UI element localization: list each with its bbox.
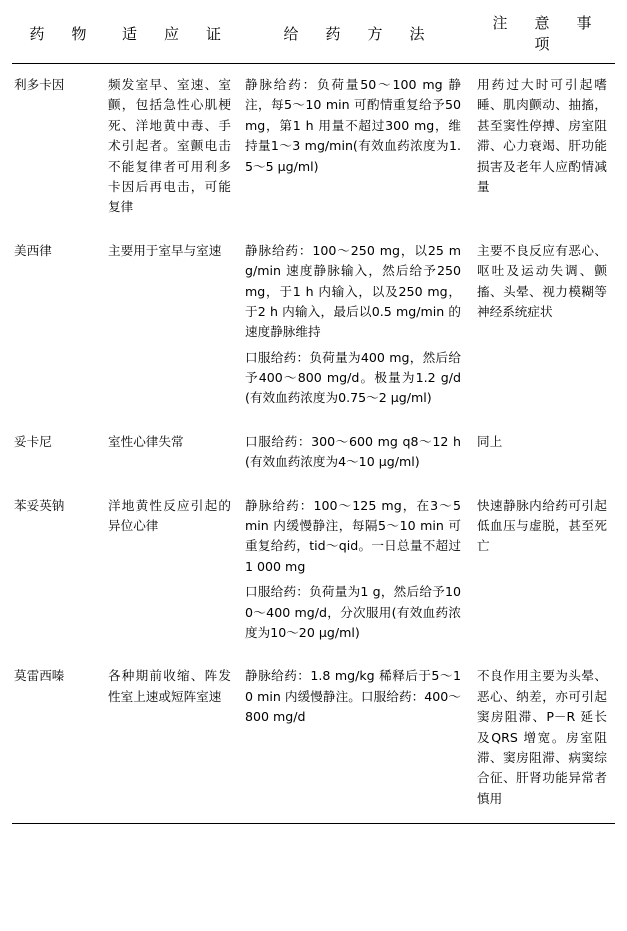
column-header-indication-label: 适 应 证	[121, 24, 227, 43]
cell-method	[239, 230, 469, 421]
column-header-notes-label: 注 意 事 项	[492, 14, 619, 53]
column-header-drug-label: 药 物	[29, 24, 93, 43]
cell-notes: 快速静脉内给药可引起低血压与虚脱，甚至死亡	[477, 497, 607, 554]
method-paragraph: 静脉给药：1.8 mg/kg 稀释后于5～10 min 内缓慢静注。口服给药：400～800 mg/d	[245, 668, 461, 725]
cell-indication: 室性心律失常	[108, 433, 184, 449]
cell-indication: 各种期前收缩、阵发性室上速或短阵室速	[108, 668, 231, 704]
method-paragraph: 口服给药：负荷量为1 g，然后给予100～400 mg/d，分次服用(有效血药浓度为10～20 μg/ml)	[245, 584, 461, 640]
table-row	[12, 421, 615, 485]
cell-drug-name: 妥卡尼	[14, 433, 52, 449]
cell-notes: 主要不良反应有恶心、呕吐及运动失调、颤搐、头晕、视力模糊等神经系统症状	[477, 242, 607, 319]
drug-table	[12, 6, 619, 824]
cell-method	[239, 485, 469, 656]
column-header-method-label: 给 药 方 法	[283, 24, 431, 43]
method-paragraph: 口服给药：负荷量为400 mg，然后给予400～800 mg/d。极量为1.2 g/d (有效血药浓度为0.75～2 μg/ml)	[245, 349, 461, 406]
cell-notes: 同上	[477, 433, 503, 449]
cell-method	[239, 64, 469, 230]
method-paragraph: 静脉给药：100～125 mg，在3～5 min 内缓慢静注，每隔5～10 min 可重复给药，tid～qid。一日总量不超过1 000 mg	[245, 497, 461, 574]
cell-indication: 频发室早、室速、室颤，包括急性心肌梗死、洋地黄中毒、手术引起者。室颤电击不能复律者可用利多卡因后再电击，可能复律	[108, 77, 231, 215]
method-paragraph: 口服给药：300～600 mg q8～12 h (有效血药浓度为4～10 μg/ml)	[245, 433, 461, 470]
cell-indication: 主要用于室早与室速	[108, 242, 222, 258]
table-row	[12, 230, 615, 421]
document-page	[0, 6, 627, 931]
table-header	[12, 6, 619, 64]
column-header-method	[239, 6, 469, 64]
method-paragraph: 静脉给药：负荷量50～100 mg 静注，每5～10 min 可酌情重复给予50 mg，第1 h 用量不超过300 mg，维持量1～3 mg/min(有效血药浓度为1.5～5 μg/ml)	[245, 77, 461, 174]
cell-drug-name: 利多卡因	[14, 77, 65, 92]
column-header-notes	[469, 6, 619, 64]
table-header-row	[12, 6, 615, 64]
table-row	[12, 655, 615, 823]
cell-method	[239, 421, 469, 485]
cell-notes: 不良作用主要为头晕、恶心、纳差，亦可引起窦房阻滞、P－R 延长及QRS 增宽。房室阻滞、窦房阻滞、病窦综合征、肝肾功能异常者慎用	[477, 668, 607, 806]
cell-indication: 洋地黄性反应引起的异位心律	[108, 497, 231, 534]
column-header-indication	[104, 6, 239, 64]
column-header-drug	[12, 6, 104, 64]
cell-drug-name: 莫雷西嗪	[14, 668, 65, 684]
cell-drug-name: 美西律	[14, 242, 52, 258]
table-row	[12, 64, 615, 230]
method-paragraph: 静脉给药：100～250 mg，以25 mg/min 速度静脉输入，然后给予250 mg，于1 h 内输入，以及250 mg，于2 h 内输入，最后以0.5 mg/min 的速度静脉维持	[245, 242, 461, 340]
cell-drug-name: 苯妥英钠	[14, 497, 65, 513]
table-row	[12, 485, 615, 656]
table-body	[12, 64, 615, 824]
cell-method	[239, 655, 469, 823]
cell-notes: 用药过大时可引起嗜睡、肌肉颤动、抽搐，甚至窦性停搏、房室阻滞、心力衰竭、肝功能损害及老年人应酌情减量	[477, 77, 607, 194]
